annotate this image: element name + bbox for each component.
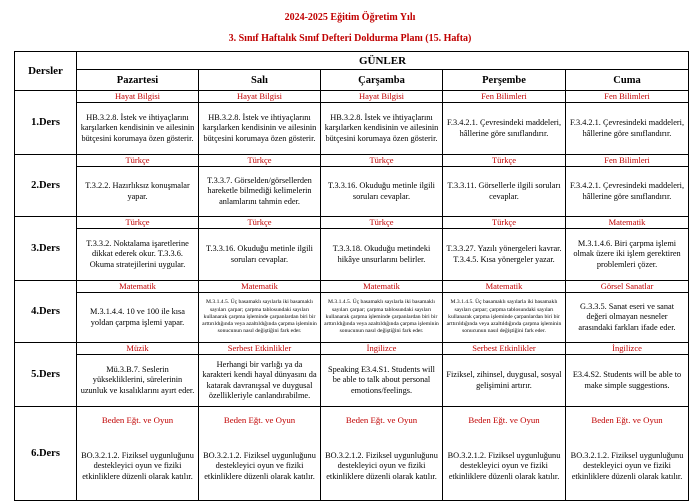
plan-cell xyxy=(199,155,321,217)
subject-label: Türkçe xyxy=(321,155,442,167)
outcome-text: HB.3.2.8. İstek ve ihtiyaçlarını karşılarken kendisinin ve ailesinin bütçesini korumaya özen gösterir. xyxy=(324,112,439,143)
plan-cell xyxy=(77,91,199,155)
lesson-label: 3.Ders xyxy=(15,217,77,281)
outcome-text: BO.3.2.1.2. Fiziksel uygunluğunu destekleyici oyun ve fiziki etkinliklere düzenli olarak katılır. xyxy=(81,450,194,481)
outcome-text: M.3.1.4.5. Üç basamaklı sayılarla iki basamaklı sayıları çarpar; çarpma tablosundaki sayıları kullanarak çarpma işleminde çarpanlardan biri bir arttırıldığında veya azaltıldığında çarpma işleminin sonucunun nasıl değiştiğini fark eder. xyxy=(446,299,562,335)
subject-label: Matematik xyxy=(199,281,320,293)
outcome-text: BO.3.2.1.2. Fiziksel uygunluğunu destekleyici oyun ve fiziki etkinliklere düzenli olarak katılır. xyxy=(203,450,316,481)
subject-label: Türkçe xyxy=(77,155,198,167)
outcome-text: BO.3.2.1.2. Fiziksel uygunluğunu destekleyici oyun ve fiziki etkinliklere düzenli olarak katılır. xyxy=(570,450,684,481)
subject-label: Fen Bilimleri xyxy=(443,91,565,103)
plan-cell xyxy=(199,407,321,501)
subject-label: Türkçe xyxy=(321,217,442,229)
lesson-row xyxy=(15,155,689,217)
outcome-text: Speaking E3.4.S1. Students will be able to talk about personal emotions/feelings. xyxy=(328,364,435,395)
outcome-text: T.3.3.11. Görsellerle ilgili soruları cevaplar. xyxy=(447,181,561,201)
plan-cell xyxy=(566,217,689,281)
plan-cell xyxy=(443,155,566,217)
plan-cell xyxy=(321,343,443,407)
outcome-text: BO.3.2.1.2. Fiziksel uygunluğunu destekleyici oyun ve fiziki etkinliklere düzenli olarak katılır. xyxy=(447,450,561,481)
outcome-text: Herhangi bir varlığı ya da karakteri kendi hayal dünyasını da katarak davranışsal ve duygusal özellikleriyle canlandırabilme. xyxy=(202,359,317,400)
outcome-text: Mü.3.B.7. Seslerin yüksekliklerini, sürelerinin uzunluk ve kısalıklarını ayırt eder. xyxy=(80,364,195,395)
outcome-text: T.3.3.27. Yazılı yönergeleri kavrar. T.3.4.5. Kısa yönergeler yazar. xyxy=(446,244,562,264)
lesson-row xyxy=(15,407,689,501)
subject-label: Beden Eğt. ve Oyun xyxy=(345,415,418,425)
day-header-sali: Salı xyxy=(199,70,321,91)
subject-label: Beden Eğt. ve Oyun xyxy=(591,415,663,425)
outcome-text: T.3.3.18. Okuduğu metindeki hikâye unsurlarını belirler. xyxy=(332,244,431,264)
subject-label: Serbest Etkinlikler xyxy=(443,343,565,355)
subject-label: Hayat Bilgisi xyxy=(77,91,198,103)
plan-cell xyxy=(77,217,199,281)
outcome-text: G.3.3.5. Sanat eseri ve sanat değeri olmayan nesneler arasındaki farkları ifade eder. xyxy=(578,301,676,332)
outcome-text: Fiziksel, zihinsel, duygusal, sosyal gelişimini artırır. xyxy=(446,370,562,390)
weekly-plan-table xyxy=(14,51,689,501)
title-line-1: 2024-2025 Eğitim Öğretim Yılı xyxy=(284,12,416,23)
subject-label: Matematik xyxy=(77,281,198,293)
plan-cell xyxy=(566,155,689,217)
plan-cell xyxy=(566,91,689,155)
outcome-text: T.3.2.2. Hazırlıksız konuşmalar yapar. xyxy=(85,181,190,201)
plan-cell xyxy=(321,155,443,217)
gunler-header: GÜNLER xyxy=(77,52,689,70)
subject-label: Türkçe xyxy=(443,217,565,229)
plan-cell xyxy=(443,91,566,155)
plan-cell xyxy=(443,281,566,343)
subject-label: Hayat Bilgisi xyxy=(199,91,320,103)
lesson-label: 5.Ders xyxy=(15,343,77,407)
outcome-text: M.3.1.4.4. 10 ve 100 ile kısa yoldan çarpma işlemi yapar. xyxy=(90,307,185,327)
lesson-row xyxy=(15,91,689,155)
plan-cell xyxy=(321,91,443,155)
subject-label: Hayat Bilgisi xyxy=(321,91,442,103)
day-header-cuma: Cuma xyxy=(566,70,689,91)
subject-label: Türkçe xyxy=(77,217,198,229)
outcome-text: T.3.3.16. Okuduğu metinle ilgili soruları cevaplar. xyxy=(327,181,435,201)
day-header-carsamba: Çarşamba xyxy=(321,70,443,91)
subject-label: İngilizce xyxy=(321,343,442,355)
plan-cell xyxy=(321,281,443,343)
subject-label: Beden Eğt. ve Oyun xyxy=(101,415,174,425)
day-header-persembe: Perşembe xyxy=(443,70,566,91)
plan-cell xyxy=(199,91,321,155)
subject-label: Türkçe xyxy=(443,155,565,167)
day-header-pazartesi: Pazartesi xyxy=(77,70,199,91)
lesson-row xyxy=(15,217,689,281)
subject-label: Türkçe xyxy=(199,217,320,229)
lesson-label: 6.Ders xyxy=(15,407,77,501)
lesson-label: 2.Ders xyxy=(15,155,77,217)
outcome-text: E3.4.S2. Students will be able to make simple suggestions. xyxy=(572,370,682,390)
plan-cell xyxy=(443,407,566,501)
outcome-text: T.3.3.16. Okuduğu metinle ilgili soruları cevaplar. xyxy=(205,244,313,264)
plan-cell xyxy=(443,217,566,281)
subject-label: Matematik xyxy=(566,217,688,229)
plan-cell xyxy=(199,217,321,281)
plan-cell xyxy=(443,343,566,407)
subject-label: Fen Bilimleri xyxy=(566,91,688,103)
lesson-label: 4.Ders xyxy=(15,281,77,343)
plan-cell xyxy=(321,407,443,501)
outcome-text: BO.3.2.1.2. Fiziksel uygunluğunu destekleyici oyun ve fiziki etkinliklere düzenli olarak katılır. xyxy=(325,450,438,481)
outcome-text: M.3.1.4.5. Üç basamaklı sayılarla iki basamaklı sayıları çarpar; çarpma tablosundaki sayıları kullanarak çarpma işleminde çarpanlardan biri bir arttırıldığında veya azaltıldığında çarpma işleminin sonucunun nasıl değiştiğini fark eder. xyxy=(324,299,439,335)
plan-cell xyxy=(566,407,689,501)
plan-cell xyxy=(566,281,689,343)
plan-cell xyxy=(77,343,199,407)
subject-label: Beden Eğt. ve Oyun xyxy=(223,415,296,425)
dersler-header: Dersler xyxy=(15,52,77,91)
lesson-row xyxy=(15,343,689,407)
subject-label: Serbest Etkinlikler xyxy=(199,343,320,355)
lesson-label: 1.Ders xyxy=(15,91,77,155)
outcome-text: HB.3.2.8. İstek ve ihtiyaçlarını karşılarken kendisinin ve ailesinin bütçesini korumaya özen gösterir. xyxy=(202,112,317,143)
plan-cell xyxy=(199,343,321,407)
outcome-text: F.3.4.2.1. Çevresindeki maddeleri, hâllerine göre sınıflandırır. xyxy=(569,181,685,201)
outcome-text: F.3.4.2.1. Çevresindeki maddeleri, hâllerine göre sınıflandırır. xyxy=(446,118,562,138)
subject-label: İngilizce xyxy=(566,343,688,355)
outcome-text: M.3.1.4.5. Üç basamaklı sayılarla iki basamaklı sayıları çarpar; çarpma tablosundaki sayıları kullanarak çarpma işleminde çarpanlardan biri bir arttırıldığında veya azaltıldığında çarpma işleminin sonucunun nasıl değiştiğini fark eder. xyxy=(202,299,317,335)
outcome-text: F.3.4.2.1. Çevresindeki maddeleri, hâllerine göre sınıflandırır. xyxy=(569,118,685,138)
plan-cell xyxy=(321,217,443,281)
plan-cell xyxy=(566,343,689,407)
outcome-text: HB.3.2.8. İstek ve ihtiyaçlarını karşılarken kendisinin ve ailesinin bütçesini korumaya özen gösterir. xyxy=(80,112,195,143)
subject-label: Görsel Sanatlar xyxy=(566,281,688,293)
outcome-text: M.3.1.4.6. Biri çarpma işlemi olmak üzere iki işlem gerektiren problemleri çözer. xyxy=(573,238,681,269)
outcome-text: T.3.3.2. Noktalama işaretlerine dikkat ederek okur. T.3.3.6. Okuma stratejilerini uygular. xyxy=(86,238,189,269)
subject-label: Müzik xyxy=(77,343,198,355)
lesson-row xyxy=(15,281,689,343)
subject-label: Türkçe xyxy=(199,155,320,167)
plan-cell xyxy=(77,407,199,501)
plan-cell xyxy=(199,281,321,343)
plan-cell xyxy=(77,155,199,217)
title-line-2: 3. Sınıf Haftalık Sınıf Defteri Doldurma Planı (15. Hafta) xyxy=(228,33,472,44)
subject-label: Matematik xyxy=(321,281,442,293)
subject-label: Matematik xyxy=(443,281,565,293)
subject-label: Beden Eğt. ve Oyun xyxy=(468,415,540,425)
subject-label: Fen Bilimleri xyxy=(566,155,688,167)
outcome-text: T.3.3.7. Görselden/görsellerden hareketle bilmediği kelimelerin anlamlarını tahmin eder. xyxy=(207,175,312,206)
plan-cell xyxy=(77,281,199,343)
